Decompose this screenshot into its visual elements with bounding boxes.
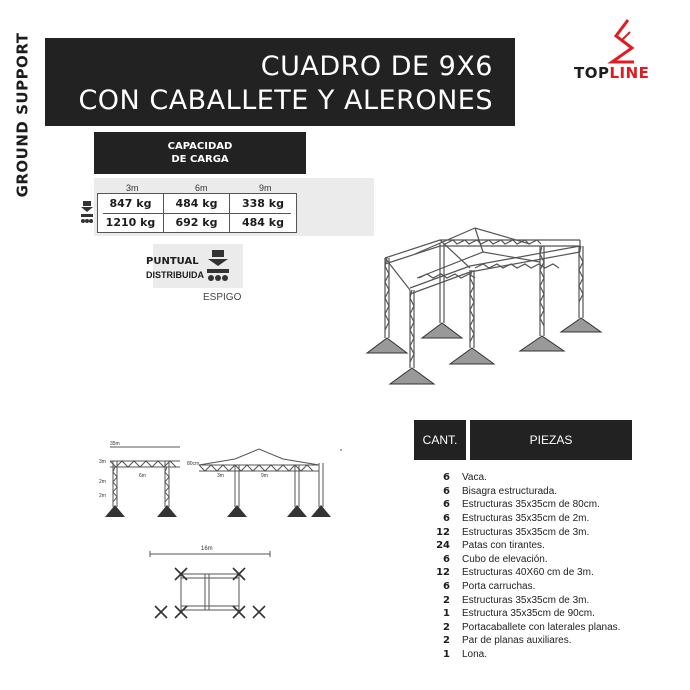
piece-desc: Estructura 35x35cm de 90cm. [462,608,595,620]
piece-desc: Vaca. [462,472,487,484]
plan-label-16m: 16m [201,546,213,552]
piece-qty: 6 [443,485,450,497]
cap-r2-c2: 692 kg [164,213,230,232]
piece-row [430,512,680,526]
piece-qty: 2 [443,594,450,606]
piece-row [430,621,680,635]
capacity-header-line-1: CAPACIDAD [167,141,233,152]
col-label-3m: 3m [126,183,139,193]
piece-row [430,525,680,539]
piece-desc: Patas con tirantes. [462,540,545,552]
piece-qty: 6 [443,553,450,565]
pieces-items-header: PIEZAS [470,420,632,460]
cap-r1-c2: 484 kg [164,194,230,213]
elev-label-2m-b: 2m [99,493,106,499]
category-side-label [12,20,32,210]
truss-structure-3d-illustration [355,218,605,388]
piece-qty: 2 [443,621,450,633]
piece-row [430,593,680,607]
elev-label-80cm: 80cm [187,461,200,467]
capacity-header [94,132,306,174]
piece-qty: 6 [443,499,450,511]
legend-espigo: ESPIGO [203,292,242,303]
pieces-qty-header: CANT. [414,420,466,460]
brand-word-line: LINE [609,64,650,82]
piece-desc: Estructuras 35x35cm de 2m. [462,513,590,525]
piece-qty: 6 [443,472,450,484]
piece-row [430,485,680,499]
title-line-2: CON CABALLETE Y ALERONES [78,85,493,116]
piece-desc: Porta carruchas. [462,581,536,593]
piece-qty: 12 [436,526,450,538]
pieces-list [430,471,680,661]
cap-r2-c3: 484 kg [242,216,284,229]
piece-desc: Estructuras 35x35cm de 3m. [462,594,590,606]
piece-qty: 24 [436,540,450,552]
load-type-icon [80,201,94,225]
piece-row [430,539,680,553]
elev-label-2m-a: 2m [99,479,106,485]
legend-puntual: PUNTUAL [146,256,199,267]
piece-desc: Estructuras 35x35cm de 3m. [462,526,590,538]
piece-row [430,471,680,485]
brand-wordmark [574,64,649,82]
piece-qty: 12 [436,567,450,579]
piece-row [430,566,680,580]
piece-qty: 6 [443,513,450,525]
col-label-9m: 9m [259,183,272,193]
cap-r2-c1: 1210 kg [98,213,164,232]
piece-desc: Estructuras 35x35cm de 80cm. [462,499,600,511]
cap-r1-c3: 338 kg [242,197,284,210]
piece-desc: Cubo de elevación. [462,553,548,565]
piece-qty: 1 [443,608,450,620]
elev-label-3m-right: 3m [217,473,224,479]
piece-qty: 6 [443,581,450,593]
elev-label-35m: 35m [110,441,120,447]
piece-qty: 2 [443,635,450,647]
capacity-header-line-2: DE CARGA [171,154,229,165]
piece-row [430,607,680,621]
piece-desc: Bisagra estructurada. [462,485,558,497]
title-banner [45,38,515,126]
piece-row [430,648,680,662]
piece-row [430,580,680,594]
cap-r1-c1: 847 kg [98,194,164,213]
piece-qty: 1 [443,649,450,661]
capacity-row-divider [103,213,291,214]
piece-desc: Lona. [462,649,488,661]
piece-row [430,634,680,648]
category-text: GROUND SUPPORT [13,32,32,198]
piece-desc: Portacaballete con laterales planas. [462,621,621,633]
plan-view-diagram [145,540,275,625]
elev-label-3m-left: 3m [99,459,106,465]
piece-row [430,498,680,512]
legend-distribuida: DISTRIBUIDA [146,270,204,280]
elev-label-9m: 9m [261,473,268,479]
piece-desc: Estructuras 40X60 cm de 3m. [462,567,594,579]
brand-word-top: TOP [574,64,610,82]
distributed-load-icon [205,250,231,284]
piece-row [430,553,680,567]
elev-label-6m: 6m [139,473,146,479]
col-label-6m: 6m [195,183,208,193]
title-line-1: CUADRO DE 9X6 [260,51,493,82]
elevation-view-diagram [95,435,345,520]
piece-desc: Par de planas auxiliares. [462,635,572,647]
